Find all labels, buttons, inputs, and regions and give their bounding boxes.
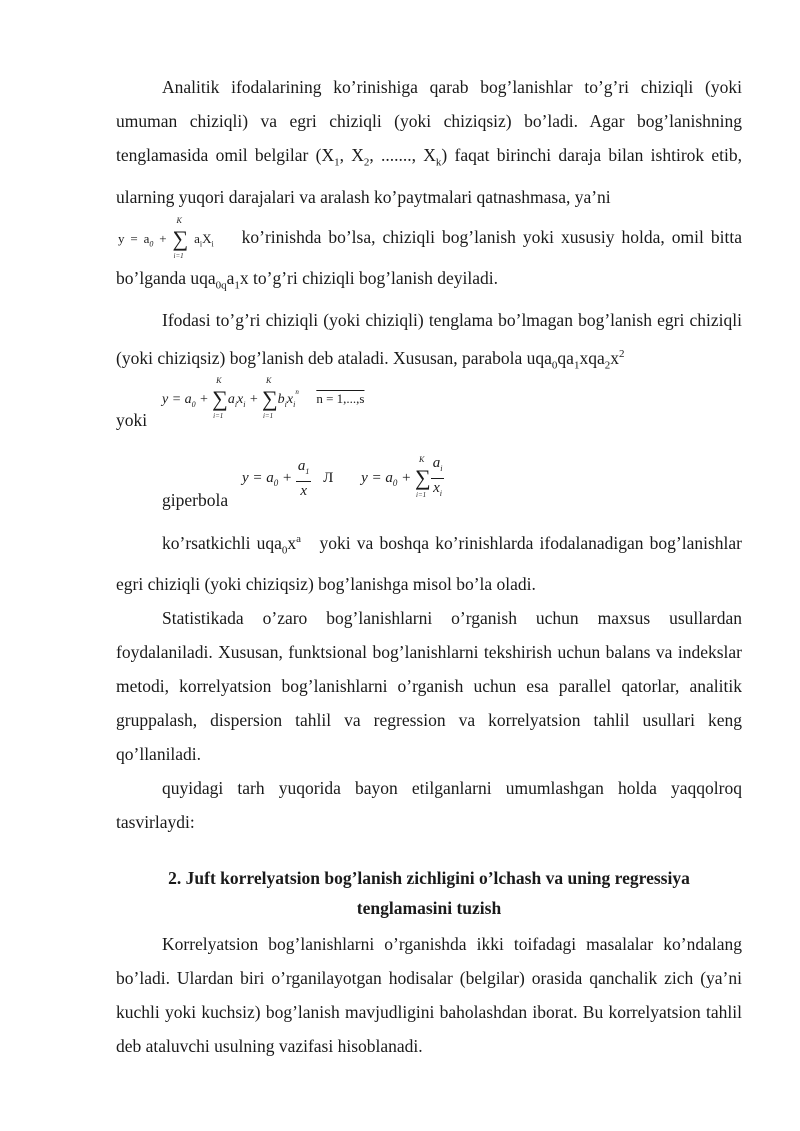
paragraph-4: Statistikada o’zaro bog’lanishlarni o’rganish uchun maxsus usullardan foydalaniladi. Xususan, funktsional bog’lanishlarni tekshirish uchun balans va indekslar metodi, korrelyatsion bog’lanishlarni o’rganish uchun esa parallel qatorlar, analitik gruppalash, dispersion tahlil va regression va korrelyatsion tahlil usullari keng qo’llaniladi. [116, 608, 742, 765]
index-range: n = 1,...,s [316, 390, 365, 406]
giperbola-label: giperbola [162, 489, 229, 510]
paragraph-6: Korrelyatsion bog’lanishlarni o’rganishda ikki toifadagi masalalar ko’ndalang bo’ladi. Ulardan biri o’rganilayotgan hodisalar (belgilar) orasida qanchalik zich (ya’ni kuchli yoki kuchsiz) bog’lanish mavjudligini baholashdan iborat. Bu korrelyatsion tahlil deb ataluvchi usulning vazifasi hisoblanadi. [116, 934, 742, 1057]
formula-linear: $y = a_0$ + ∑ K i=1 $a_iX_i$ [118, 215, 214, 260]
document-page [116, 70, 742, 1063]
formula-linear-line: $y = a_0$ + ∑ K i=1 $a_iX_i$ ko’rinishda bo’lsa, chiziqli bog’lanish yoki xususiy holda, omil bitta bo’lganda $uqa_{0q}a_1x$ to’g’ri chiziqli bog’lanish deyiladi. [116, 215, 742, 292]
paragraph-5: quyidagi tarh yuqorida bayon etilganlarni umumlashgan holda yaqqolroq tasvirlaydi: [116, 778, 742, 833]
formula-parabola-block [116, 375, 742, 440]
section-heading: 2. Juft korrelyatsion bog’lanish zichligini o’lchash va uning regressiya tenglamasini tuzish [168, 868, 690, 919]
paragraph-2: Ifodasi to’g’ri chiziqli (yoki chiziqli) tenglama bo’lmagan bog’lanish egri chiziqli (yoki chiziqsiz) bog’lanish deb ataladi. Xususan, parabola $uqa_0qa_1xqa_2x^2$ [116, 309, 742, 371]
formula-hyperbola: $y = a_0$ + $\frac{a_1}{x}$ Л $y = a_0$ + ∑ K i=1 $\frac{a_i}{x_i}$ [242, 454, 443, 499]
formula-hyperbola-block [116, 454, 742, 520]
yoki-label: yoki [116, 409, 148, 430]
paragraph-3: ko’rsatkichli $uqa_0x^a$ yoki va boshqa ko’rinishlarda ifodalanadigan bog’lanishlar egri chiziqli (yoki chiziqsiz) bog’lanishga misol bo’la oladi. [116, 532, 743, 595]
paragraph-1: Analitik ifodalarining ko’rinishiga qarab bog’lanishlar to’g’ri chiziqli (yoki umuman chiziqli) va egri chiziqli (yoki chiziqsiz) bo’ladi. Agar bog’lanishning tenglamasida omil belgilar ($X_1$, $X_2$, ......., $X_k$) faqat birinchi daraja bilan ishtirok etib, ularning yuqori darajalari va aralash ko’paytmalari qatnashmasa, ya’ni [116, 77, 743, 207]
formula-parabola: $y = a_0$ + ∑ K i=1 $a_ix_i$ + ∑ K i=1 $b_ix_i^n$ n = 1,...,s [162, 375, 365, 420]
